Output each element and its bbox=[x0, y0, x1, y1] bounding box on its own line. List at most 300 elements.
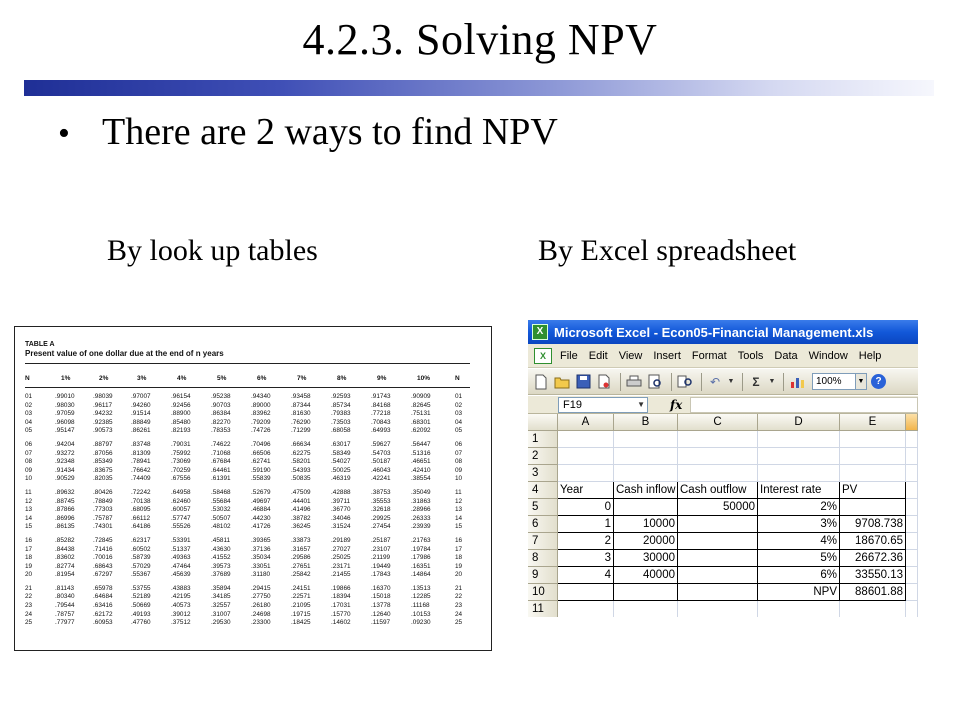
cell-a1[interactable] bbox=[558, 431, 614, 448]
table-cell: .42195 bbox=[171, 593, 191, 601]
table-cell: .09230 bbox=[411, 619, 431, 627]
column-header-d[interactable]: D bbox=[758, 414, 840, 431]
cell-b5[interactable] bbox=[614, 499, 678, 516]
table-row bbox=[25, 458, 470, 467]
menu-insert[interactable]: Insert bbox=[653, 349, 681, 362]
table-cell: 14 bbox=[25, 514, 33, 522]
table-cell: 05 bbox=[455, 427, 463, 435]
cell-b8[interactable]: 30000 bbox=[614, 550, 678, 567]
table-cell: .78757 bbox=[55, 610, 75, 618]
cell-a2[interactable] bbox=[558, 448, 614, 465]
table-row bbox=[25, 585, 470, 594]
cell-e1[interactable] bbox=[840, 431, 906, 448]
chart-wizard-icon[interactable] bbox=[788, 373, 806, 391]
table-cell: .94232 bbox=[93, 410, 113, 418]
research-icon[interactable] bbox=[676, 373, 694, 391]
cell-overflow[interactable] bbox=[906, 601, 918, 617]
table-header-cell: 9% bbox=[377, 375, 387, 382]
new-file-icon[interactable] bbox=[532, 373, 550, 391]
zoom-dropdown-icon[interactable]: ▼ bbox=[856, 373, 867, 390]
pv-lookup-table-image bbox=[14, 326, 492, 651]
table-cell: .74409 bbox=[131, 475, 151, 483]
table-cell: .65978 bbox=[93, 584, 113, 592]
cell-c4[interactable]: Cash outflow bbox=[678, 482, 758, 499]
table-cell: .47509 bbox=[291, 488, 311, 496]
table-cell: .50835 bbox=[291, 475, 311, 483]
row-header[interactable]: 7 bbox=[528, 533, 558, 550]
cell-c5[interactable]: 50000 bbox=[678, 499, 758, 516]
table-cell: .43883 bbox=[171, 584, 191, 592]
table-header-cell: 10% bbox=[417, 375, 431, 382]
cell-d5[interactable]: 2% bbox=[758, 499, 840, 516]
table-cell: 14 bbox=[455, 514, 463, 522]
print-preview-icon[interactable] bbox=[646, 373, 664, 391]
row-header[interactable]: 2 bbox=[528, 448, 558, 465]
table-cell: 06 bbox=[25, 440, 33, 448]
table-cell: .19784 bbox=[411, 545, 431, 553]
table-row bbox=[25, 515, 470, 524]
table-cell: 06 bbox=[455, 440, 463, 448]
row-header[interactable]: 11 bbox=[528, 601, 558, 617]
undo-dropdown-icon[interactable]: ▼ bbox=[727, 378, 735, 385]
table-cell: .60953 bbox=[93, 619, 113, 627]
table-cell: 22 bbox=[25, 593, 33, 601]
menu-edit[interactable]: Edit bbox=[588, 349, 608, 362]
bullet-text: There are 2 ways to find NPV bbox=[102, 111, 558, 153]
cell-e11[interactable] bbox=[840, 601, 906, 617]
cell-overflow[interactable] bbox=[906, 465, 918, 482]
table-cell: 09 bbox=[455, 466, 463, 474]
cell-d9[interactable]: 6% bbox=[758, 567, 840, 584]
table-cell: 01 bbox=[25, 393, 33, 400]
table-cell: .88900 bbox=[171, 410, 191, 418]
table-cell: 20 bbox=[25, 571, 33, 579]
table-cell: .83962 bbox=[251, 410, 271, 418]
table-cell: .79383 bbox=[331, 410, 351, 418]
cell-e10[interactable]: 88601.88 bbox=[840, 584, 906, 601]
table-cell: .34185 bbox=[211, 593, 231, 601]
table-header-cell: 1% bbox=[61, 375, 71, 382]
menu-data[interactable]: Data bbox=[774, 349, 798, 362]
cell-a9[interactable]: 4 bbox=[558, 567, 614, 584]
cell-e3[interactable] bbox=[840, 465, 906, 482]
table-cell: .93272 bbox=[55, 449, 75, 457]
table-cell: .26180 bbox=[251, 602, 271, 610]
table-row bbox=[25, 602, 470, 611]
table-cell: 04 bbox=[455, 418, 463, 426]
table-cell: 04 bbox=[25, 418, 33, 426]
table-cell: .71068 bbox=[211, 449, 231, 457]
table-cell: .33873 bbox=[291, 536, 311, 544]
table-cell: .17843 bbox=[371, 571, 391, 579]
cell-d1[interactable] bbox=[758, 431, 840, 448]
cell-overflow[interactable] bbox=[906, 448, 918, 465]
table-cell: .89632 bbox=[55, 488, 75, 496]
cell-a6[interactable]: 1 bbox=[558, 516, 614, 533]
table-cell: .15018 bbox=[371, 593, 391, 601]
table-cell: .40573 bbox=[171, 602, 191, 610]
cell-c9[interactable] bbox=[678, 567, 758, 584]
menu-tools[interactable]: Tools bbox=[737, 349, 764, 362]
table-cell: .48102 bbox=[211, 523, 231, 531]
table-cell: .86384 bbox=[211, 410, 231, 418]
menu-file[interactable]: File bbox=[560, 349, 578, 362]
cell-overflow[interactable] bbox=[906, 482, 918, 499]
table-cell: .73503 bbox=[331, 418, 351, 426]
table-cell: .36770 bbox=[331, 506, 351, 514]
cell-a11[interactable] bbox=[558, 601, 614, 617]
table-cell: .86135 bbox=[55, 523, 75, 531]
table-cell: .57747 bbox=[171, 514, 191, 522]
insert-function-icon[interactable]: fx bbox=[670, 397, 683, 412]
table-cell: .12640 bbox=[371, 610, 391, 618]
table-cell: .46319 bbox=[331, 475, 351, 483]
table-cell: .46651 bbox=[411, 458, 431, 466]
table-cell: .31524 bbox=[331, 523, 351, 531]
table-cell: .62092 bbox=[411, 427, 431, 435]
table-header-cell: 4% bbox=[177, 375, 187, 382]
table-rule-header bbox=[25, 387, 470, 388]
table-cell: .35049 bbox=[411, 488, 431, 496]
cell-a8[interactable]: 3 bbox=[558, 550, 614, 567]
cell-d8[interactable]: 5% bbox=[758, 550, 840, 567]
cell-e8[interactable]: 26672.36 bbox=[840, 550, 906, 567]
column-header-b[interactable]: B bbox=[614, 414, 678, 431]
table-cell: .67684 bbox=[211, 458, 231, 466]
table-cell: .82774 bbox=[55, 562, 75, 570]
table-cell: .27027 bbox=[331, 545, 351, 553]
table-cell: .66112 bbox=[131, 514, 151, 522]
table-cell: .66634 bbox=[291, 440, 311, 448]
cell-overflow[interactable] bbox=[906, 516, 918, 533]
table-cell: .84438 bbox=[55, 545, 75, 553]
table-cell: .25842 bbox=[291, 571, 311, 579]
table-cell: .23939 bbox=[411, 523, 431, 531]
permission-icon[interactable] bbox=[595, 373, 613, 391]
undo-icon[interactable]: ↶ bbox=[709, 374, 721, 389]
cell-overflow[interactable] bbox=[906, 533, 918, 550]
cell-c6[interactable] bbox=[678, 516, 758, 533]
excel-app-icon: X bbox=[532, 324, 548, 340]
table-cell: .91514 bbox=[131, 410, 151, 418]
toolbar-separator bbox=[701, 373, 702, 391]
select-all-corner[interactable] bbox=[528, 414, 558, 431]
excel-menubar bbox=[528, 344, 918, 368]
table-cell: .74726 bbox=[251, 427, 271, 435]
cell-a3[interactable] bbox=[558, 465, 614, 482]
table-cell: .82270 bbox=[211, 418, 231, 426]
cell-e9[interactable]: 33550.13 bbox=[840, 567, 906, 584]
table-cell: .75992 bbox=[171, 449, 191, 457]
workbook-icon[interactable]: X bbox=[534, 348, 552, 364]
table-cell: .54393 bbox=[291, 466, 311, 474]
table-cell: .78353 bbox=[211, 427, 231, 435]
cell-overflow[interactable] bbox=[906, 499, 918, 516]
table-cell: .70843 bbox=[371, 418, 391, 426]
table-cell: .90529 bbox=[55, 475, 75, 483]
table-cell: .17986 bbox=[411, 554, 431, 562]
table-cell: 03 bbox=[25, 410, 33, 418]
table-cell: 25 bbox=[455, 619, 463, 627]
cell-d2[interactable] bbox=[758, 448, 840, 465]
row-header[interactable]: 9 bbox=[528, 567, 558, 584]
cell-b9[interactable]: 40000 bbox=[614, 567, 678, 584]
toolbar-separator bbox=[783, 373, 784, 391]
table-cell: .47464 bbox=[171, 562, 191, 570]
table-cell: .81143 bbox=[55, 584, 75, 592]
cell-e6[interactable]: 9708.738 bbox=[840, 516, 906, 533]
table-cell: .82645 bbox=[411, 401, 431, 409]
cell-c2[interactable] bbox=[678, 448, 758, 465]
table-cell: .95238 bbox=[211, 393, 231, 400]
cell-c3[interactable] bbox=[678, 465, 758, 482]
table-cell: .53755 bbox=[131, 584, 151, 592]
table-cell: .86996 bbox=[55, 514, 75, 522]
cell-c1[interactable] bbox=[678, 431, 758, 448]
table-cell: .84168 bbox=[371, 401, 391, 409]
menu-help[interactable]: Help bbox=[858, 349, 882, 362]
table-cell: 15 bbox=[455, 523, 463, 531]
table-cell: .70138 bbox=[131, 497, 151, 505]
table-cell: .64958 bbox=[171, 488, 191, 496]
table-cell: .64186 bbox=[131, 523, 151, 531]
table-cell: .90573 bbox=[93, 427, 113, 435]
table-header-cell: 3% bbox=[137, 375, 147, 382]
table-cell: 19 bbox=[25, 562, 33, 570]
table-block bbox=[25, 585, 470, 628]
table-cell: .12285 bbox=[411, 593, 431, 601]
zoom-box[interactable]: 100% bbox=[812, 373, 856, 390]
table-cell: .11168 bbox=[411, 602, 430, 610]
table-cell: 24 bbox=[455, 610, 463, 618]
table-block bbox=[25, 441, 470, 484]
table-cell: .15770 bbox=[331, 610, 351, 618]
table-header-cell: N bbox=[455, 375, 460, 382]
table-cell: .96098 bbox=[55, 418, 75, 426]
table-cell: .22571 bbox=[291, 593, 311, 601]
cell-c8[interactable] bbox=[678, 550, 758, 567]
table-cell: 17 bbox=[25, 545, 33, 553]
table-body bbox=[25, 393, 470, 633]
table-cell: .67297 bbox=[93, 571, 113, 579]
table-cell: .86261 bbox=[131, 427, 151, 435]
row-header[interactable]: 1 bbox=[528, 431, 558, 448]
table-cell: .72242 bbox=[131, 488, 151, 496]
cell-d3[interactable] bbox=[758, 465, 840, 482]
print-icon[interactable] bbox=[625, 373, 643, 391]
table-cell: .95147 bbox=[55, 427, 75, 435]
table-cell: .77303 bbox=[93, 506, 113, 514]
table-cell: .29189 bbox=[331, 536, 351, 544]
cell-e4[interactable]: PV bbox=[840, 482, 906, 499]
table-cell: 21 bbox=[25, 584, 33, 592]
table-cell: .23171 bbox=[331, 562, 351, 570]
cell-b1[interactable] bbox=[614, 431, 678, 448]
table-cell: .53391 bbox=[171, 536, 191, 544]
table-cell: .71299 bbox=[291, 427, 311, 435]
table-row bbox=[25, 523, 470, 532]
open-folder-icon[interactable] bbox=[553, 373, 571, 391]
cell-b11[interactable] bbox=[614, 601, 678, 617]
column-header-a[interactable]: A bbox=[558, 414, 614, 431]
table-cell: .80340 bbox=[55, 593, 75, 601]
row-header[interactable]: 5 bbox=[528, 499, 558, 516]
table-subtitle: Present value of one dollar due at the end of n years bbox=[25, 349, 224, 358]
cell-overflow[interactable] bbox=[906, 550, 918, 567]
table-cell: .21455 bbox=[331, 571, 351, 579]
table-cell: .64461 bbox=[211, 466, 231, 474]
column-header-c[interactable]: C bbox=[678, 414, 758, 431]
table-row bbox=[25, 393, 470, 402]
table-cell: .39012 bbox=[171, 610, 191, 618]
table-row bbox=[25, 619, 470, 628]
cell-e2[interactable] bbox=[840, 448, 906, 465]
toolbar-separator bbox=[671, 373, 672, 391]
row-header[interactable]: 10 bbox=[528, 584, 558, 601]
name-box[interactable] bbox=[558, 397, 648, 413]
menu-format[interactable]: Format bbox=[691, 349, 727, 362]
table-cell: 25 bbox=[25, 619, 33, 627]
table-cell: 16 bbox=[25, 536, 33, 544]
table-cell: .79031 bbox=[171, 440, 191, 448]
table-cell: .82035 bbox=[93, 475, 113, 483]
row-header[interactable]: 8 bbox=[528, 550, 558, 567]
table-cell: 02 bbox=[25, 401, 33, 409]
table-cell: .44230 bbox=[251, 514, 271, 522]
table-cell: .58468 bbox=[211, 488, 231, 496]
table-cell: .37136 bbox=[251, 545, 271, 553]
table-cell: .49697 bbox=[251, 497, 271, 505]
table-row bbox=[25, 563, 470, 572]
table-cell: .50669 bbox=[131, 602, 151, 610]
table-row bbox=[25, 593, 470, 602]
table-cell: .64684 bbox=[93, 593, 113, 601]
table-cell: .62275 bbox=[291, 449, 311, 457]
table-cell: 11 bbox=[455, 488, 462, 496]
table-cell: .31180 bbox=[251, 571, 271, 579]
excel-formula-bar bbox=[528, 396, 918, 414]
cell-b3[interactable] bbox=[614, 465, 678, 482]
cell-d10[interactable]: NPV bbox=[758, 584, 840, 601]
menu-window[interactable]: Window bbox=[808, 349, 848, 362]
table-cell: .41552 bbox=[211, 554, 231, 562]
column-header-e[interactable]: E bbox=[840, 414, 906, 431]
cell-a10[interactable] bbox=[558, 584, 614, 601]
table-cell: .55839 bbox=[251, 475, 271, 483]
table-cell: 19 bbox=[455, 562, 463, 570]
title-underline-bar bbox=[24, 80, 934, 96]
table-cell: .94204 bbox=[55, 440, 75, 448]
column-header-partial[interactable] bbox=[906, 414, 918, 431]
cell-b6[interactable]: 10000 bbox=[614, 516, 678, 533]
table-row bbox=[25, 410, 470, 419]
cell-e7[interactable]: 18670.65 bbox=[840, 533, 906, 550]
table-cell: .55684 bbox=[211, 497, 231, 505]
save-icon[interactable] bbox=[574, 373, 592, 391]
table-cell: .70016 bbox=[93, 554, 113, 562]
table-row bbox=[25, 546, 470, 555]
table-cell: 13 bbox=[25, 506, 33, 514]
cell-overflow[interactable] bbox=[906, 584, 918, 601]
table-row bbox=[25, 571, 470, 580]
table-cell: 23 bbox=[25, 602, 33, 610]
table-row bbox=[25, 419, 470, 428]
table-cell: .13513 bbox=[411, 584, 431, 592]
cell-d6[interactable]: 3% bbox=[758, 516, 840, 533]
cell-b7[interactable]: 20000 bbox=[614, 533, 678, 550]
help-icon[interactable]: ? bbox=[871, 374, 886, 389]
cell-overflow[interactable] bbox=[906, 567, 918, 584]
table-row bbox=[25, 506, 470, 515]
cell-b10[interactable] bbox=[614, 584, 678, 601]
table-cell: .57029 bbox=[131, 562, 151, 570]
cell-c11[interactable] bbox=[678, 601, 758, 617]
table-cell: .16351 bbox=[411, 562, 431, 570]
row-header[interactable]: 3 bbox=[528, 465, 558, 482]
cell-d4[interactable]: Interest rate bbox=[758, 482, 840, 499]
table-header-cell: 8% bbox=[337, 375, 347, 382]
excel-titlebar bbox=[528, 320, 918, 344]
cell-c7[interactable] bbox=[678, 533, 758, 550]
table-cell: .27454 bbox=[371, 523, 391, 531]
table-cell: .90909 bbox=[411, 393, 431, 400]
row-header[interactable]: 4 bbox=[528, 482, 558, 499]
table-cell: .68058 bbox=[331, 427, 351, 435]
table-cell: .23300 bbox=[251, 619, 271, 627]
table-cell: .91743 bbox=[371, 393, 391, 400]
cell-e5[interactable] bbox=[840, 499, 906, 516]
cell-a7[interactable]: 2 bbox=[558, 533, 614, 550]
name-box-dropdown-icon[interactable]: ▼ bbox=[637, 399, 645, 409]
table-cell: 07 bbox=[455, 449, 463, 457]
cell-d11[interactable] bbox=[758, 601, 840, 617]
cell-d7[interactable]: 4% bbox=[758, 533, 840, 550]
table-cell: .94260 bbox=[131, 401, 151, 409]
table-cell: .62460 bbox=[171, 497, 191, 505]
table-cell: 15 bbox=[25, 523, 33, 531]
autosum-dropdown-icon[interactable]: ▼ bbox=[768, 378, 776, 385]
table-cell: .21095 bbox=[291, 602, 311, 610]
table-cell: .85734 bbox=[331, 401, 351, 409]
table-cell: .99010 bbox=[55, 393, 75, 400]
formula-input[interactable] bbox=[690, 397, 918, 413]
cell-c10[interactable] bbox=[678, 584, 758, 601]
table-cell: .29530 bbox=[211, 619, 231, 627]
table-row bbox=[25, 475, 470, 484]
cell-b2[interactable] bbox=[614, 448, 678, 465]
autosum-icon[interactable]: Σ bbox=[752, 374, 760, 389]
cell-a5[interactable]: 0 bbox=[558, 499, 614, 516]
table-cell: .37512 bbox=[171, 619, 191, 627]
row-header[interactable]: 6 bbox=[528, 516, 558, 533]
cell-a4[interactable]: Year bbox=[558, 482, 614, 499]
table-cell: .19449 bbox=[371, 562, 391, 570]
table-cell: .92385 bbox=[93, 418, 113, 426]
table-cell: .52679 bbox=[251, 488, 271, 496]
table-cell: .23107 bbox=[371, 545, 391, 553]
cell-overflow[interactable] bbox=[906, 431, 918, 448]
menu-view[interactable]: View bbox=[618, 349, 643, 362]
table-cell: .87344 bbox=[291, 401, 311, 409]
cell-b4[interactable]: Cash inflow bbox=[614, 482, 678, 499]
table-cell: .92348 bbox=[55, 458, 75, 466]
table-cell: .74622 bbox=[211, 440, 231, 448]
table-cell: .43630 bbox=[211, 545, 231, 553]
table-cell: .78941 bbox=[131, 458, 151, 466]
table-cell: .62741 bbox=[251, 458, 271, 466]
table-cell: .66506 bbox=[251, 449, 271, 457]
table-cell: .67556 bbox=[171, 475, 191, 483]
